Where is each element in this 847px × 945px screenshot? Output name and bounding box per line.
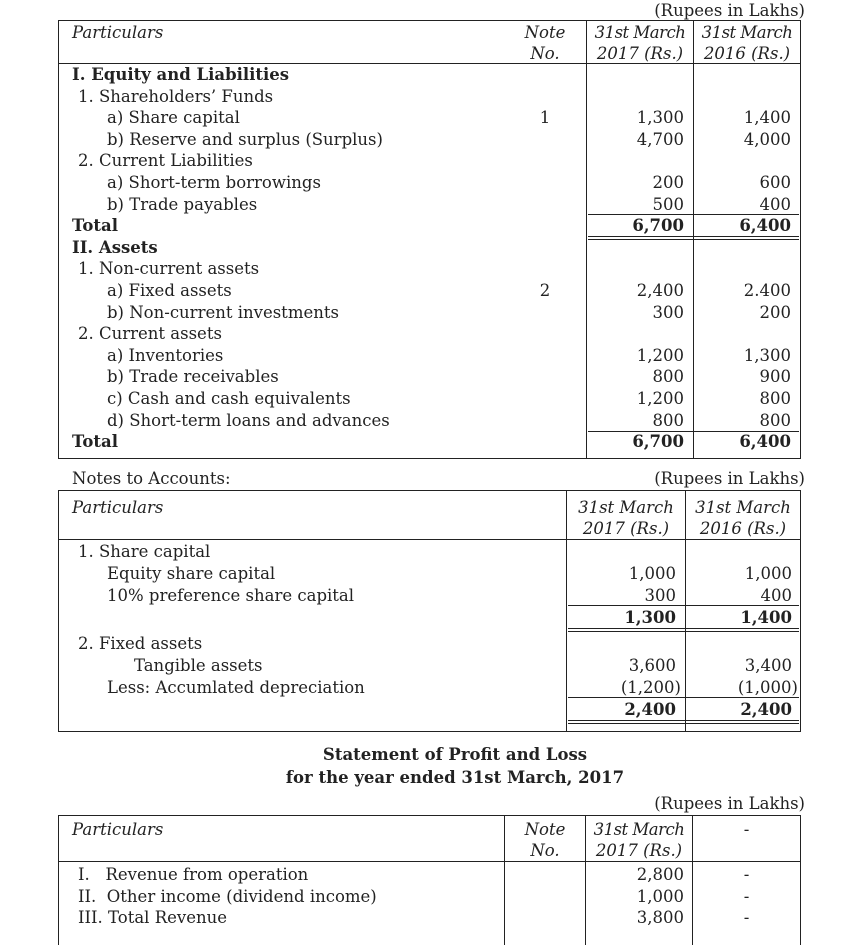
pl-subtitle: for the year ended 31st March, 2017	[285, 768, 625, 787]
pl-header-particulars: Particulars	[72, 820, 164, 839]
bs-row-label: b) Trade payables	[107, 195, 258, 214]
bs-row-label: Total	[72, 216, 118, 235]
bs-row-2016: 400	[759, 195, 791, 214]
pl-row-label: II. Other income (dividend income)	[78, 887, 377, 906]
bs-row-2016: 600	[759, 173, 791, 192]
notes-unit-label: (Rupees in Lakhs)	[654, 469, 805, 488]
pl-row-label: III. Total Revenue	[78, 908, 227, 927]
note2-heading: 2. Fixed assets	[78, 634, 203, 653]
notes-title: Notes to Accounts:	[72, 469, 231, 488]
pl-row-2016: -	[743, 865, 750, 884]
bs-row-label: 2. Current Liabilities	[78, 151, 253, 170]
bs-row-note: 1	[539, 108, 551, 127]
bs-row-2016: 800	[759, 411, 791, 430]
note2-item2: Less: Accumlated depreciation	[107, 678, 365, 697]
bs-row-2017: 6,700	[632, 432, 684, 451]
note1-heading: 1. Share capital	[78, 542, 211, 561]
pl-header-2016: -	[743, 820, 750, 839]
bs-header-2017: 31st March	[594, 23, 686, 42]
bs-row-label: d) Short-term loans and advances	[107, 411, 390, 430]
note2-total-2016: 2,400	[740, 700, 792, 719]
bs-row-label: b) Reserve and surplus (Surplus)	[107, 130, 383, 149]
note1-total-2016: 1,400	[740, 608, 792, 627]
note1-item1-2017: 1,000	[628, 564, 676, 583]
bs-row-label: 1. Non-current assets	[78, 259, 260, 278]
bs-row-2016: 900	[759, 367, 791, 386]
pl-row-2016: -	[743, 908, 750, 927]
bs-header-particulars: Particulars	[72, 23, 164, 42]
bs-row-2017: 800	[652, 367, 684, 386]
note2-item2-2017: (1,200)	[620, 678, 681, 697]
bs-row-label: I. Equity and Liabilities	[72, 65, 290, 84]
notes-header-2017: 31st March	[578, 498, 674, 517]
bs-row-label: c) Cash and cash equivalents	[107, 389, 351, 408]
bs-row-2016: 6,400	[739, 432, 791, 451]
pl-header-note: Note	[524, 820, 566, 839]
bs-row-2017: 200	[652, 173, 684, 192]
unit-label: (Rupees in Lakhs)	[654, 1, 805, 20]
pl-row-2017: 2,800	[636, 865, 684, 884]
note1-item2-2017: 300	[644, 586, 676, 605]
notes-header-2016: 31st March	[695, 498, 791, 517]
bs-row-label: a) Share capital	[107, 108, 240, 127]
bs-row-2017: 4,700	[636, 130, 684, 149]
note1-item1-2016: 1,000	[744, 564, 792, 583]
bs-row-2016: 800	[759, 389, 791, 408]
bs-header-2017-rs: 2017 (Rs.)	[596, 44, 684, 63]
notes-header-2016-rs: 2016 (Rs.)	[699, 519, 787, 538]
bs-row-2017: 800	[652, 411, 684, 430]
bs-row-2016: 4,000	[743, 130, 791, 149]
pl-header-note-no: No.	[530, 841, 560, 860]
bs-row-2016: 6,400	[739, 216, 791, 235]
notes-header-particulars: Particulars	[72, 498, 164, 517]
note2-item1-2017: 3,600	[628, 656, 676, 675]
pl-row-2017: 3,800	[636, 908, 684, 927]
bs-row-label: 2. Current assets	[78, 324, 222, 343]
bs-row-label: a) Inventories	[107, 346, 224, 365]
bs-row-2017: 1,300	[636, 108, 684, 127]
note2-item2-2016: (1,000)	[737, 678, 798, 697]
bs-header-note: Note	[524, 23, 566, 42]
note1-total-2017: 1,300	[624, 608, 676, 627]
note1-item1: Equity share capital	[107, 564, 276, 583]
bs-row-label: a) Short-term borrowings	[107, 173, 321, 192]
bs-row-2017: 6,700	[632, 216, 684, 235]
bs-row-note: 2	[539, 281, 551, 300]
bs-row-2017: 500	[652, 195, 684, 214]
pl-header-2017: 31st March	[593, 820, 685, 839]
bs-row-2016: 200	[759, 303, 791, 322]
bs-row-label: b) Non-current investments	[107, 303, 339, 322]
bs-header-2016-rs: 2016 (Rs.)	[703, 44, 791, 63]
bs-row-label: Total	[72, 432, 118, 451]
pl-title: Statement of Profit and Loss	[322, 745, 588, 764]
bs-row-label: b) Trade receivables	[107, 367, 279, 386]
pl-row-2016: -	[743, 887, 750, 906]
bs-row-2017: 2,400	[636, 281, 684, 300]
bs-row-2016: 1,300	[743, 346, 791, 365]
pl-unit-label: (Rupees in Lakhs)	[654, 794, 805, 813]
pl-row-2017: 1,000	[636, 887, 684, 906]
bs-header-2016: 31st March	[701, 23, 793, 42]
bs-row-2017: 300	[652, 303, 684, 322]
note1-item2-2016: 400	[760, 586, 792, 605]
bs-row-label: 1. Shareholders’ Funds	[78, 87, 274, 106]
note2-item1-2016: 3,400	[744, 656, 792, 675]
pl-row-label: I. Revenue from operation	[78, 865, 309, 884]
note2-item1: Tangible assets	[134, 656, 263, 675]
pl-header-2017-rs: 2017 (Rs.)	[595, 841, 683, 860]
note1-item2: 10% preference share capital	[107, 586, 355, 605]
bs-row-label: a) Fixed assets	[107, 281, 232, 300]
bs-row-2017: 1,200	[636, 389, 684, 408]
bs-header-note-no: No.	[530, 44, 560, 63]
notes-header-2017-rs: 2017 (Rs.)	[582, 519, 670, 538]
bs-row-2017: 1,200	[636, 346, 684, 365]
note2-total-2017: 2,400	[624, 700, 676, 719]
bs-row-label: II. Assets	[72, 238, 158, 257]
bs-row-2016: 2.400	[743, 281, 791, 300]
bs-row-2016: 1,400	[743, 108, 791, 127]
